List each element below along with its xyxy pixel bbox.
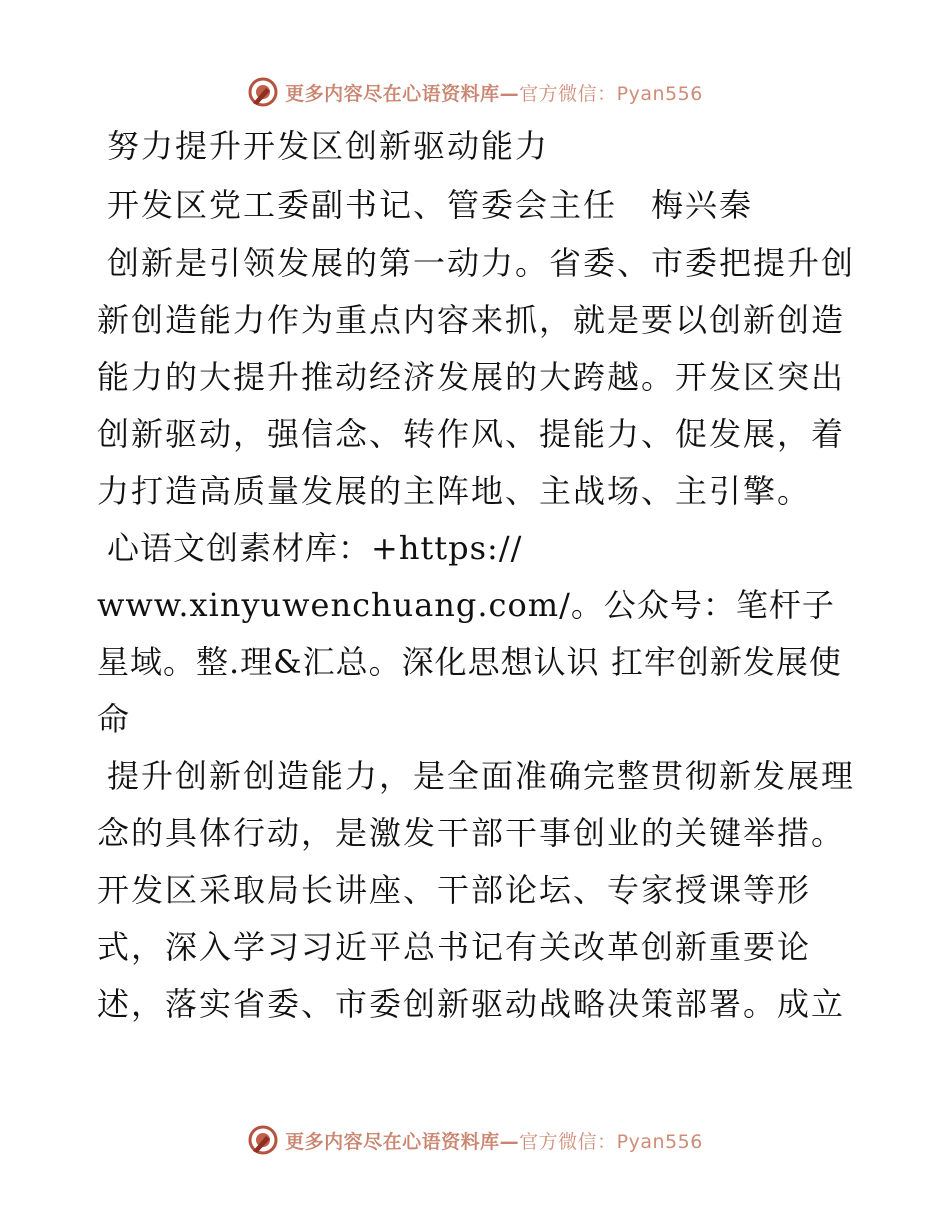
document-author: 开发区党工委副书记、管委会主任 梅兴秦 (107, 186, 754, 224)
document-title: 努力提升开发区创新驱动能力 (107, 127, 550, 165)
header-banner-text (285, 79, 703, 106)
document-body (97, 118, 867, 1033)
paragraph-3: www.xinyuwenchuang.com/。公众号：笔杆子星域。整.理&汇总。深化思想认识 扛牢创新发展使命 (97, 586, 842, 738)
header-banner-slogan: 更多内容尽在心语资料库— (285, 82, 520, 105)
footer-banner (0, 1120, 950, 1160)
footer-banner-text (285, 1127, 703, 1154)
seal-pen-logo-icon (247, 76, 279, 108)
header-banner-account: 官方微信：Pyan556 (519, 82, 703, 105)
seal-pen-logo-icon (247, 1124, 279, 1156)
paragraph-2: 心语文创素材库：+https:// (107, 529, 523, 567)
footer-banner-slogan: 更多内容尽在心语资料库— (285, 1130, 520, 1153)
footer-banner-account: 官方微信：Pyan556 (519, 1130, 703, 1153)
paragraph-1: 创新是引领发展的第一动力。省委、市委把提升创新创造能力作为重点内容来抓，就是要以创新创造能力的大提升推动经济发展的大跨越。开发区突出创新驱动，强信念、转作风、提能力、促发展，着力打造高质量发展的主阵地、主战场、主引擎。 (97, 244, 856, 510)
paragraph-4: 提升创新创造能力，是全面准确完整贯彻新发展理念的具体行动，是激发干部干事创业的关键举措。开发区采取局长讲座、干部论坛、专家授课等形式，深入学习习近平总书记有关改革创新重要论述，落实省委、市委创新驱动战略决策部署。成立 (97, 757, 856, 1023)
header-banner (0, 72, 950, 112)
